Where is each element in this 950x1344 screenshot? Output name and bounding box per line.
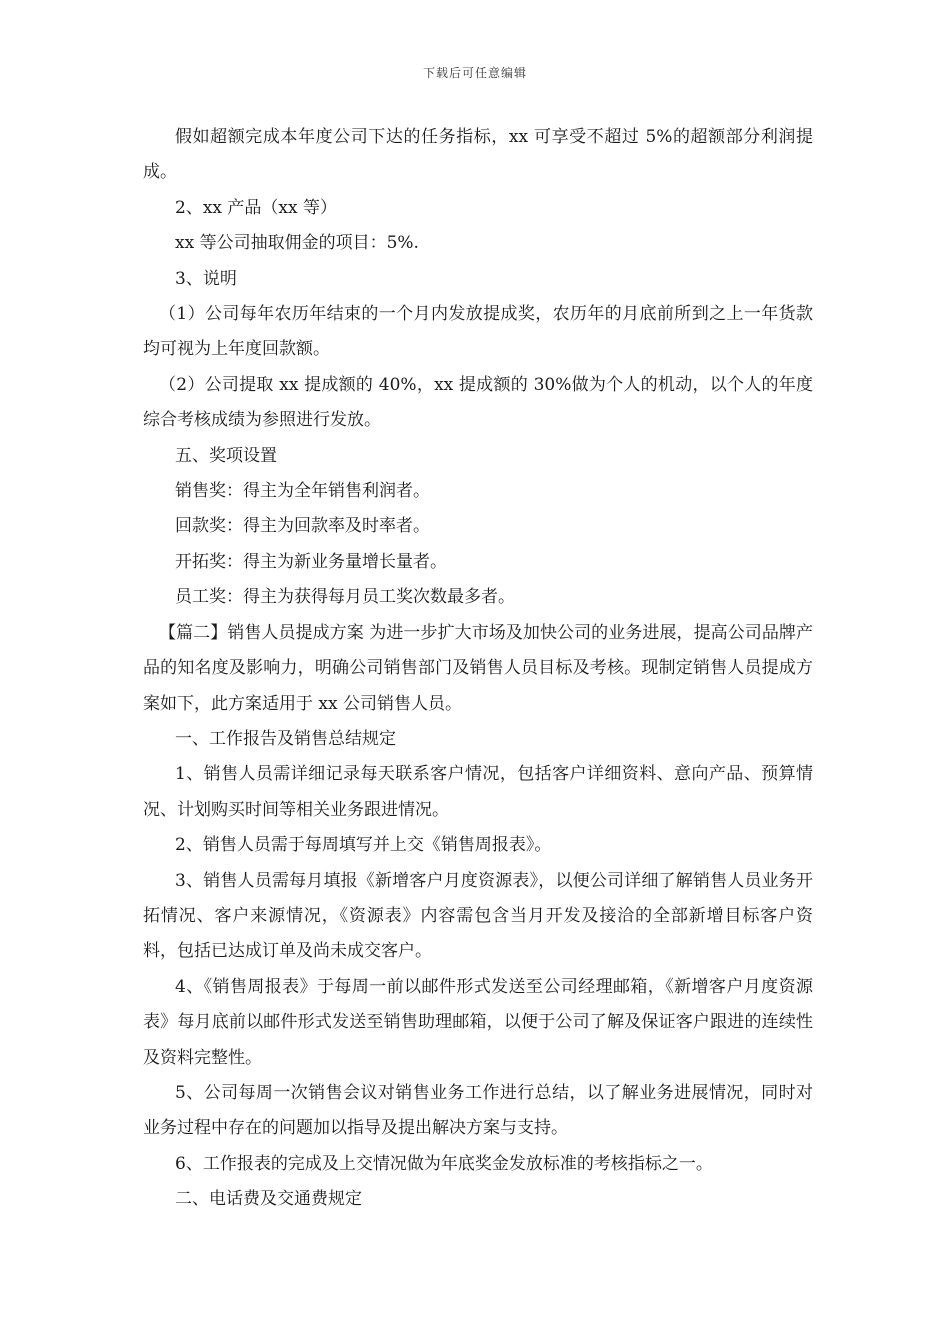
paragraph: 开拓奖：得主为新业务量增长量者。 [175,551,447,572]
paragraph: （1）公司每年农历年结束的一个月内发放提成奖，农历年的月底前所到之上一年货款均可视为上年度回款额。 [143,304,813,360]
paragraph: 3、说明 [175,268,237,289]
paragraph: 4、《销售周报表》于每周一前以邮件形式发送至公司经理邮箱，《新增客户月度资源表》每月底前以邮件形式发送至销售助理邮箱，以便于公司了解及保证客户跟进的连续性及资料完整性。 [143,976,813,1068]
paragraph: 回款奖：得主为回款率及时率者。 [175,516,430,537]
page-header: 下载后可任意编辑 [422,66,527,80]
paragraph: （2）公司提取 xx 提成额的 40%，xx 提成额的 30%做为个人的机动，以个人的年度综合考核成绩为参照进行发放。 [143,374,813,431]
paragraph: 员工奖：得主为获得每月员工奖次数最多者。 [175,587,515,608]
paragraph: xx 等公司抽取佣金的项目：5%. [175,233,419,254]
paragraph: 2、销售人员需于每周填写并上交《销售周报表》。 [175,835,552,856]
paragraph: 5、公司每周一次销售会议对销售业务工作进行总结，以了解业务进展情况，同时对业务过程中存在的问题加以指导及提出解决方案与支持。 [143,1082,813,1139]
section-heading: 二、电话费及交通费规定 [175,1189,362,1210]
paragraph: 2、xx 产品（xx 等） [175,197,337,218]
paragraph: 假如超额完成本年度公司下达的任务指标，xx 可享受不超过 5%的超额部分利润提成。 [143,127,813,183]
paragraph: 销售奖：得主为全年销售利润者。 [175,481,430,502]
section-heading: 一、工作报告及销售总结规定 [175,728,396,749]
paragraph: 【篇二】销售人员提成方案 为进一步扩大市场及加快公司的业务进展，提高公司品牌产品的知名度及影响力，明确公司销售部门及销售人员目标及考核。现制定销售人员提成方案如下，此方案适用于 xx 公司销售人员。 [143,622,813,714]
section-heading: 五、奖项设置 [175,445,277,466]
paragraph: 3、销售人员需每月填报《新增客户月度资源表》，以便公司详细了解销售人员业务开拓情况、客户来源情况，《资源表》内容需包含当月开发及接洽的全部新增目标客户资料，包括已达成订单及尚未成交客户。 [143,870,813,962]
document-body [143,120,813,1218]
paragraph: 6、工作报表的完成及上交情况做为年底奖金发放标准的考核指标之一。 [175,1153,713,1174]
paragraph: 1、销售人员需详细记录每天联系客户情况，包括客户详细资料、意向产品、预算情况、计划购买时间等相关业务跟进情况。 [143,764,813,820]
